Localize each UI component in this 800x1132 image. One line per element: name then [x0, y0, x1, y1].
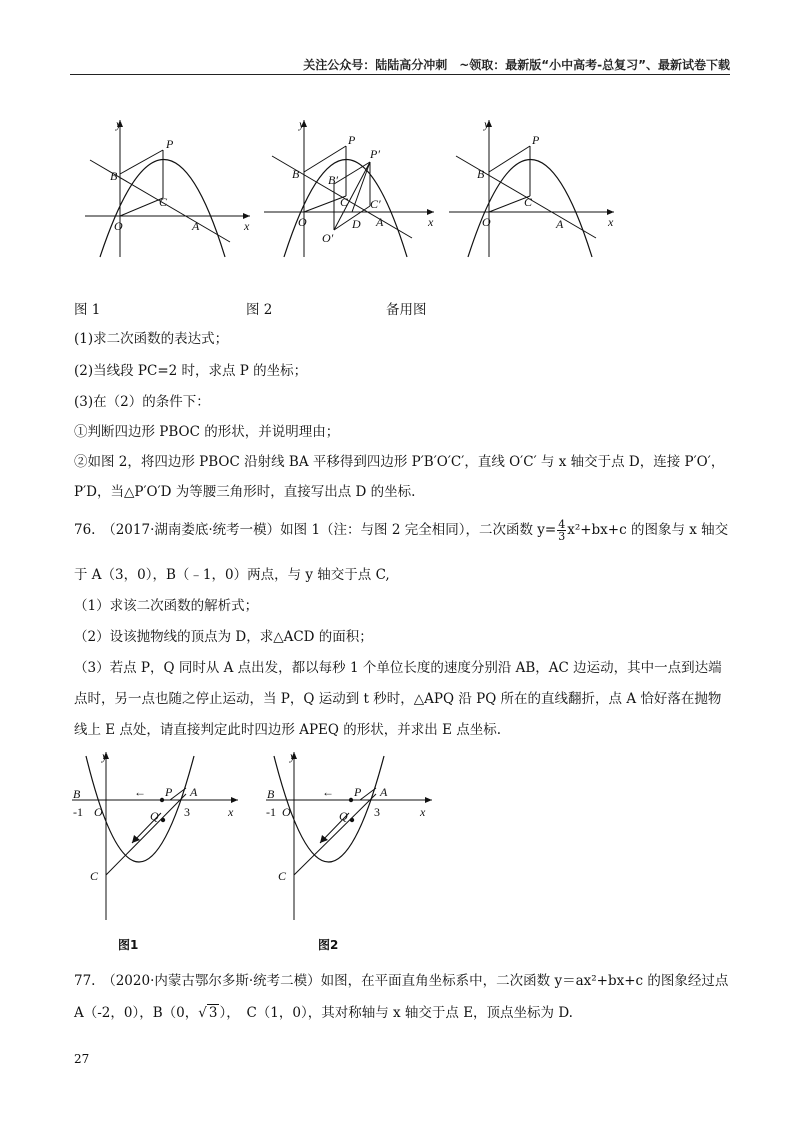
- q77-sqrt3: 3: [208, 1005, 218, 1021]
- header-rule: [70, 74, 730, 75]
- caption-fig1: 图 1: [74, 302, 101, 318]
- fig2-b-prime-label: B′: [328, 173, 338, 187]
- figure-1: [80, 112, 255, 262]
- q76-intro: [74, 519, 728, 542]
- fig3-y-label: y: [484, 117, 490, 131]
- page-number: 27: [74, 1052, 90, 1066]
- fig1-o-label: O: [114, 219, 123, 233]
- q75-part1: (1)求二次函数的表达式；: [74, 331, 229, 347]
- q76-intro-a: 76. （2017·湖南娄底·统考一模）如图 1（注：与图 2 完全相同），二次函数 y=: [74, 522, 557, 538]
- q76-frac-den: 3: [558, 530, 566, 543]
- q76-part2: （2）设该抛物线的顶点为 D，求△ACD 的面积；: [74, 629, 373, 645]
- q76-fig2-q: Q: [339, 809, 348, 823]
- q76-fig1-minus1: -1: [73, 805, 83, 819]
- q76-fig1-o: O: [94, 805, 103, 819]
- q76-fig1-b: B: [73, 787, 81, 801]
- q76-fig2-b: B: [267, 787, 275, 801]
- q76-part1: （1）求该二次函数的解析式；: [74, 598, 259, 614]
- fig1-a-label: A: [192, 219, 200, 233]
- fig1-x-label: x: [244, 219, 250, 233]
- q76-fraction: [557, 519, 566, 542]
- q75-part2: (2)当线段 PC=2 时，求点 P 的坐标；: [74, 363, 308, 379]
- q75-part3: (3)在（2）的条件下：: [74, 394, 210, 410]
- q76-figure-1: [70, 748, 245, 923]
- q76-fig1-c: C: [90, 869, 99, 883]
- figure-2: [262, 112, 442, 262]
- q76-fig1-q: Q: [150, 809, 159, 823]
- q76-frac-num: 4: [558, 518, 566, 531]
- q75-part3-1: ①判断四边形 PBOC 的形状，并说明理由；: [74, 424, 340, 440]
- figure-spare: [444, 112, 619, 262]
- fig2-b-label: B: [292, 167, 300, 181]
- q75-part3-2: ②如图 2，将四边形 PBOC 沿射线 BA 平移得到四边形 P′B′O′C′，直线 O′C′ 与 x 轴交于点 D，连接 P′O′，: [74, 454, 725, 470]
- fig2-x-label: x: [428, 215, 434, 229]
- q76-fig2-minus1: -1: [266, 805, 276, 819]
- q77-line2-a: A（-2，0），B（0，: [74, 1005, 199, 1021]
- fig2-d-label: D: [352, 217, 361, 231]
- q75-part3-2-cont: P′D，当△P′O′D 为等腰三角形时，直接写出点 D 的坐标.: [74, 484, 416, 500]
- q76-fig1-a: A: [190, 785, 198, 799]
- q76-figure-2: [264, 748, 439, 923]
- q76-fig2-o: O: [282, 805, 291, 819]
- fig3-o-label: O: [482, 215, 491, 229]
- fig2-a-label: A: [376, 215, 384, 229]
- fig1-b-label: B: [110, 169, 118, 183]
- fig2-c-label: C: [340, 195, 349, 209]
- fig1-c-label: C: [159, 195, 168, 209]
- q76-fig1-arrow: ←: [134, 785, 146, 799]
- fig3-c-label: C: [524, 195, 533, 209]
- q76-fig1-p: P: [165, 785, 173, 799]
- q77-line1: 77. （2020·内蒙古鄂尔多斯·统考二模）如图，在平面直角坐标系中，二次函数 y＝ax²+bx+c 的图象经过点: [74, 973, 729, 989]
- fig2-o-label: O: [298, 215, 307, 229]
- q77-line2-b: ）， C（1，0），其对称轴与 x 轴交于点 E，顶点坐标为 D.: [219, 1005, 573, 1021]
- q76-intro-b: x²+bx+c 的图象与 x 轴交: [567, 522, 729, 538]
- q76-fig2-c: C: [278, 869, 287, 883]
- q76-fig2-three: 3: [374, 805, 380, 819]
- fig2-c-prime-label: C′: [370, 197, 381, 211]
- fig3-x-label: x: [608, 215, 614, 229]
- fig2-o-prime-label: O′: [322, 231, 334, 245]
- q76-line2: 于 A（3，0），B（﹣1，0）两点，与 y 轴交于点 C,: [74, 567, 390, 583]
- q76-fig1-x: x: [228, 805, 234, 819]
- q76-fig2-x: x: [420, 805, 426, 819]
- fig2-p-prime-label: P′: [370, 147, 380, 161]
- page-header: 关注公众号：陆陆高分冲刺 ~领取：最新版“小中高考-总复习”、最新试卷下载: [303, 58, 730, 72]
- q76-fig2-a: A: [380, 785, 388, 799]
- caption-spare: 备用图: [386, 302, 427, 318]
- fig3-p-label: P: [532, 133, 540, 147]
- fig2-y-label: y: [299, 117, 305, 131]
- q77-line2: A（-2，0），B（0，√ 3 ）， C（1，0），其对称轴与 x 轴交于点 E，顶点坐标为 D.: [74, 1005, 573, 1021]
- caption-fig2: 图 2: [246, 302, 273, 318]
- fig3-b-label: B: [477, 167, 485, 181]
- fig2-p-label: P: [348, 133, 356, 147]
- q76-fig1-three: 3: [184, 805, 190, 819]
- fig1-y-label: y: [116, 117, 122, 131]
- q76-fig2-arrow: ←: [322, 785, 334, 799]
- q76-part3-cont2: 线上 E 点处，请直接判定此时四边形 APEQ 的形状，并求出 E 点坐标.: [74, 722, 502, 738]
- fig1-p-label: P: [166, 137, 174, 151]
- fig3-a-label: A: [556, 217, 564, 231]
- q76-caption-fig1: 图1: [118, 938, 139, 952]
- q76-fig2-y: y: [290, 749, 296, 763]
- q76-part3-cont1: 点时，另一点也随之停止运动，当 P，Q 运动到 t 秒时，△APQ 沿 PQ 所在的直线翻折，点 A 恰好落在抛物: [74, 691, 722, 707]
- q76-caption-fig2: 图2: [318, 938, 339, 952]
- q76-fig2-p: P: [354, 785, 362, 799]
- q76-part3: （3）若点 P，Q 同时从 A 点出发，都以每秒 1 个单位长度的速度分别沿 AB，AC 边运动，其中一点到达端: [74, 660, 722, 676]
- q76-fig1-y: y: [102, 749, 108, 763]
